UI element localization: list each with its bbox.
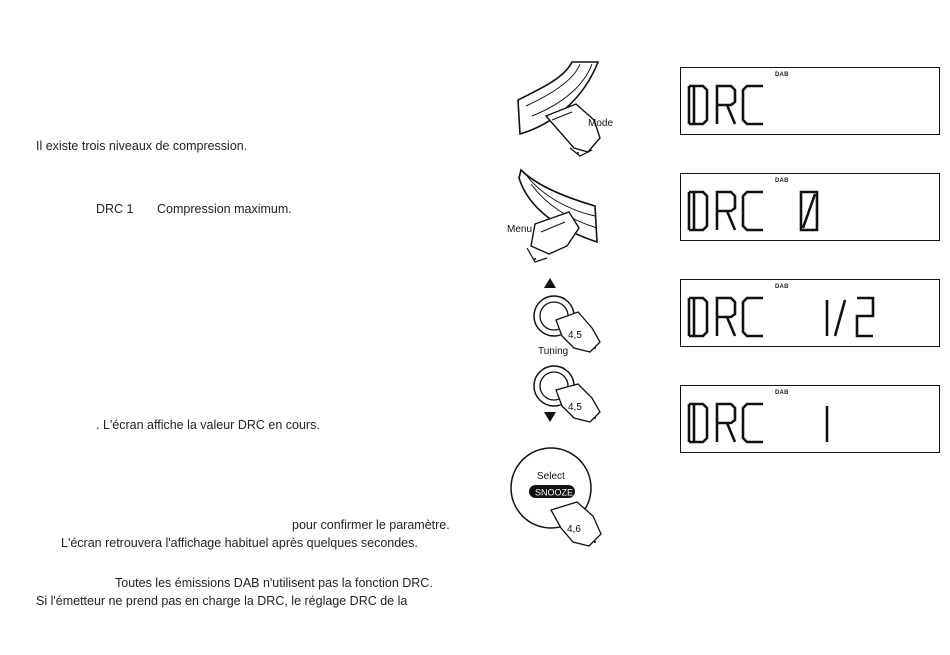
dab-badge: DAB <box>775 72 789 78</box>
lcd-display-drc <box>680 67 940 135</box>
mode-label: Mode <box>588 118 614 129</box>
menu-dial-press-icon[interactable] <box>505 166 615 274</box>
dab-badge: DAB <box>775 390 789 396</box>
mode-dial-press-icon[interactable] <box>512 58 620 166</box>
tuning-up-steps: 4,5 <box>568 330 582 341</box>
note-line-2: Si l'émetteur ne prend pas en charge la DRC, le réglage DRC de la <box>36 594 408 608</box>
lcd-segment-text <box>687 82 935 128</box>
lcd-segment-text <box>687 400 935 446</box>
tuning-label: Tuning <box>538 346 569 357</box>
lcd-display-drc-half <box>680 279 940 347</box>
tuning-up-press-icon[interactable] <box>520 276 610 360</box>
select-steps: 4,6 <box>567 524 581 535</box>
drc1-code: DRC 1 <box>96 202 134 216</box>
select-label: Select <box>537 471 565 482</box>
lcd-segment-text <box>687 294 935 340</box>
dab-badge: DAB <box>775 284 789 290</box>
lcd-display-drc-0 <box>680 173 940 241</box>
compression-levels-text: Il existe trois niveaux de compression. <box>36 139 248 153</box>
lcd-display-drc-1 <box>680 385 940 453</box>
dab-badge: DAB <box>775 178 789 184</box>
return-display-text: L'écran retrouvera l'affichage habituel après quelques secondes. <box>61 536 418 550</box>
lcd-segment-text <box>687 188 935 234</box>
screen-shows-text: . L'écran affiche la valeur DRC en cours. <box>96 418 320 432</box>
tuning-down-press-icon[interactable] <box>520 360 610 426</box>
select-snooze-press-icon[interactable] <box>505 446 617 552</box>
snooze-label: SNOOZE <box>535 487 574 498</box>
note-line-1: Toutes les émissions DAB n'utilisent pas la fonction DRC. <box>115 576 433 590</box>
tuning-down-steps: 4,5 <box>568 402 582 413</box>
drc1-description: Compression maximum. <box>157 202 292 216</box>
menu-label: Menu <box>507 224 533 235</box>
confirm-text: pour confirmer le paramètre. <box>292 518 450 532</box>
